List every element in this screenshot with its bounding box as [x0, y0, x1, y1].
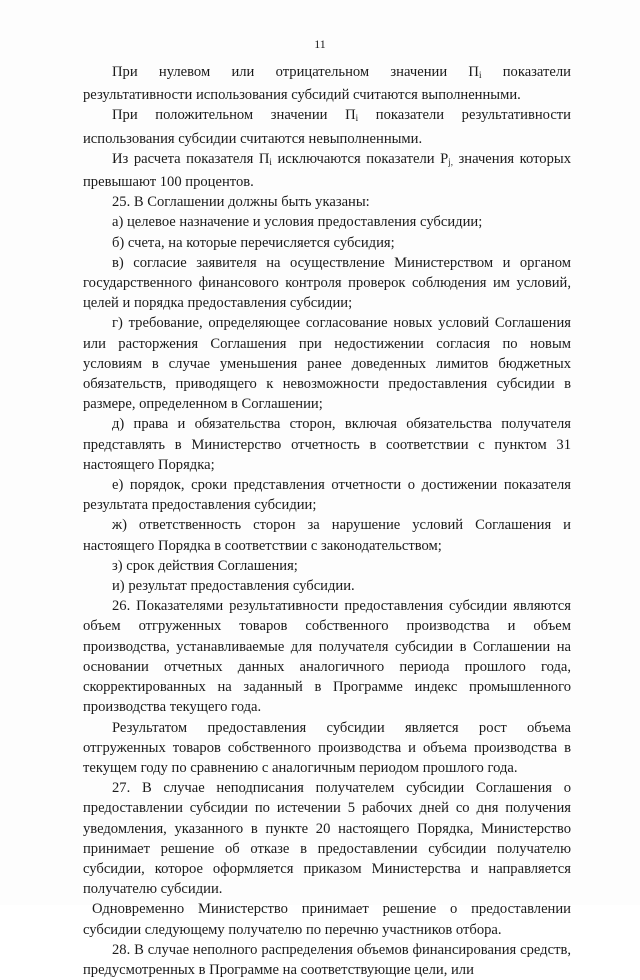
list-item-i: и) результат предоставления субсидии. — [112, 578, 355, 595]
list-item-a: а) целевое назначение и условия предоставления субсидии; — [112, 214, 483, 231]
paragraph-25: 25. В Соглашении должны быть указаны: — [112, 194, 370, 211]
list-item-zh: ж) ответственность сторон за нарушение условий Соглашения и настоящего Порядка в соответствии с законодательством; — [83, 517, 571, 554]
paragraph-26-result: Результатом предоставления субсидии является рост объема отгруженных товаров собственного производства и объема производства в текущем году по сравнению с аналогичным периодом прошлого года. — [83, 719, 571, 776]
list-item-z: з) срок действия Соглашения; — [112, 557, 298, 574]
page-number: 11 — [314, 37, 326, 51]
list-item-e: е) порядок, сроки представления отчетности о достижении показателя результата предоставления субсидии; — [83, 477, 571, 514]
paragraph-pi-exclusion: Из расчета показателя $П_i$ исключаются показатели $P_{j,}$ значения которых превышают 100 процентов. — [83, 150, 571, 191]
paragraph-26: 26. Показателями результативности предоставления субсидии являются объем отгруженных товаров собственного производства и объем производства, устанавливаемые для получателя субсидии в Соглашении на основании отчетных данных аналогичного периода прошлого года, скорректированных на заданный в Программе индекс промышленного производства текущего года. — [83, 598, 571, 716]
paragraph-27: 27. В случае неподписания получателем субсидии Соглашения о предоставлении субсидии по истечении 5 рабочих дней со дня получения уведомления, указанного в пункте 20 настоящего Порядка, Министерство принимает решение об отказе в предоставлении субсидии получателю субсидии, которое оформляется приказом Министерства и направляется получателю субсидии. — [83, 780, 571, 898]
document-body — [83, 62, 571, 980]
paragraph-28: 28. В случае неполного распределения объемов финансирования средств, предусмотренных в Программе на соответствующие цели, или — [83, 941, 571, 978]
list-item-d: д) права и обязательства сторон, включая обязательства получателя представлять в Министерство отчетность в соответствии с пунктом 31 настоящего Порядка; — [83, 416, 571, 473]
paragraph-27-next-recipient: Одновременно Министерство принимает решение о предоставлении субсидии следующему получателю по перечню участников отбора. — [83, 901, 571, 938]
list-item-b: б) счета, на которые перечисляется субсидия; — [112, 234, 395, 251]
list-item-v: в) согласие заявителя на осуществление Министерством и органом государственного финансового контроля проверок соблюдения им условий, целей и порядка предоставления субсидии; — [83, 254, 571, 312]
paragraph-pi-zero: При нулевом или отрицательном значении $П_i$ показатели результативности использования субсидий считаются выполненными. — [83, 64, 571, 104]
paragraph-pi-positive: При положительном значении $П_i$ показатели результативности использования субсидии считаются невыполненными. — [83, 107, 571, 147]
list-item-g: г) требование, определяющее согласование новых условий Соглашения или расторжения Соглашения при недостижении согласия по новым условиям в случае уменьшения ранее доведенных лимитов бюджетных обязательств, приводящего к невозможности предоставления субсидии в размере, определенном в Соглашении; — [83, 315, 571, 413]
